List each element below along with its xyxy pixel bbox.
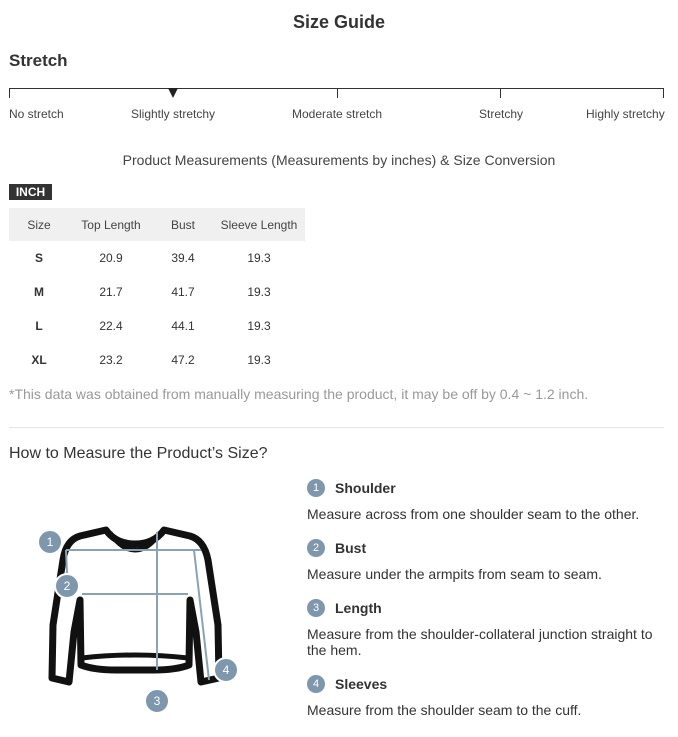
stretch-label-moderate-stretch: Moderate stretch xyxy=(292,107,383,121)
diagram-badge-2 xyxy=(55,574,79,598)
sweater-icon xyxy=(36,520,246,720)
measurements-caption: Product Measurements (Measurements by inches) & Size Conversion xyxy=(122,152,556,168)
measure-step-length xyxy=(307,599,667,658)
table-cell-bust: 39.4 xyxy=(171,251,195,265)
unit-badge: INCH xyxy=(9,184,52,200)
step-number-badge: 3 xyxy=(307,599,325,617)
table-cell-top-length: 20.9 xyxy=(99,251,123,265)
diagram-badge-4 xyxy=(214,658,238,682)
howto-heading: How to Measure the Product’s Size? xyxy=(9,445,268,462)
table-row xyxy=(9,241,305,275)
svg-text:1: 1 xyxy=(46,535,54,549)
step-description: Measure across from one shoulder seam to the other. xyxy=(307,506,640,522)
table-cell-size: S xyxy=(34,251,43,265)
size-table xyxy=(9,208,305,377)
table-cell-bust: 44.1 xyxy=(171,319,195,333)
table-cell-sleeve-length: 19.3 xyxy=(247,285,271,299)
table-row xyxy=(9,275,305,309)
step-head xyxy=(307,479,667,497)
measurement-disclaimer: *This data was obtained from manually measuring the product, it may be off by 0.4 ~ 1.2 inch. xyxy=(9,386,589,402)
table-header-row xyxy=(9,208,305,241)
stretch-tick xyxy=(663,88,664,98)
svg-text:2: 2 xyxy=(63,579,71,593)
table-header-bust: Bust xyxy=(153,208,213,241)
table-cell-top-length: 21.7 xyxy=(99,285,123,299)
table-row xyxy=(9,309,305,343)
table-cell-size: XL xyxy=(31,353,47,367)
table-header-size: Size xyxy=(9,208,69,241)
step-number-badge: 1 xyxy=(307,479,325,497)
table-header-sleeve-length: Sleeve Length xyxy=(213,208,305,241)
step-head xyxy=(307,539,667,557)
diagram-badge-3 xyxy=(145,689,169,713)
table-header-top-length: Top Length xyxy=(69,208,153,241)
table-cell-sleeve-length: 19.3 xyxy=(247,251,271,265)
step-description: Measure from the shoulder-collateral junction straight to the hem. xyxy=(307,626,653,658)
svg-text:4: 4 xyxy=(222,663,230,677)
diagram-badge-1 xyxy=(38,530,62,554)
page-title: Size Guide xyxy=(292,12,386,32)
stretch-scale xyxy=(9,88,664,100)
table-row xyxy=(9,343,305,377)
stretch-selected-marker-icon xyxy=(168,88,178,98)
table-cell-size: M xyxy=(34,285,44,299)
table-cell-sleeve-length: 19.3 xyxy=(247,319,271,333)
step-title: Length xyxy=(335,600,382,616)
stretch-label-no-stretch: No stretch xyxy=(9,107,64,121)
sweater-hem xyxy=(82,655,188,658)
step-head xyxy=(307,599,667,617)
step-title: Shoulder xyxy=(335,480,396,496)
measure-step-bust xyxy=(307,539,667,582)
step-head xyxy=(307,675,667,693)
step-description: Measure from the shoulder seam to the cuff. xyxy=(307,702,582,718)
table-cell-size: L xyxy=(35,319,43,333)
table-cell-bust: 41.7 xyxy=(171,285,195,299)
step-title: Bust xyxy=(335,540,367,556)
table-cell-top-length: 23.2 xyxy=(99,353,123,367)
stretch-heading: Stretch xyxy=(9,51,68,70)
step-title: Sleeves xyxy=(335,676,388,692)
stretch-label-stretchy: Stretchy xyxy=(479,107,524,121)
table-cell-bust: 47.2 xyxy=(171,353,195,367)
section-divider xyxy=(9,427,664,428)
table-cell-top-length: 22.4 xyxy=(99,319,123,333)
table-cell-sleeve-length: 19.3 xyxy=(247,353,271,367)
measure-step-shoulder xyxy=(307,479,667,522)
step-number-badge: 2 xyxy=(307,539,325,557)
stretch-tick xyxy=(9,88,10,98)
step-number-badge: 4 xyxy=(307,675,325,693)
stretch-tick xyxy=(500,88,501,98)
svg-text:3: 3 xyxy=(153,694,161,708)
stretch-label-slightly-stretchy: Slightly stretchy xyxy=(131,107,216,121)
measure-step-sleeves xyxy=(307,675,667,718)
sweater-measure-diagram xyxy=(36,520,246,725)
step-description: Measure under the armpits from seam to seam. xyxy=(307,566,602,582)
stretch-label-highly-stretchy: Highly stretchy xyxy=(586,107,665,121)
stretch-tick xyxy=(337,88,338,98)
